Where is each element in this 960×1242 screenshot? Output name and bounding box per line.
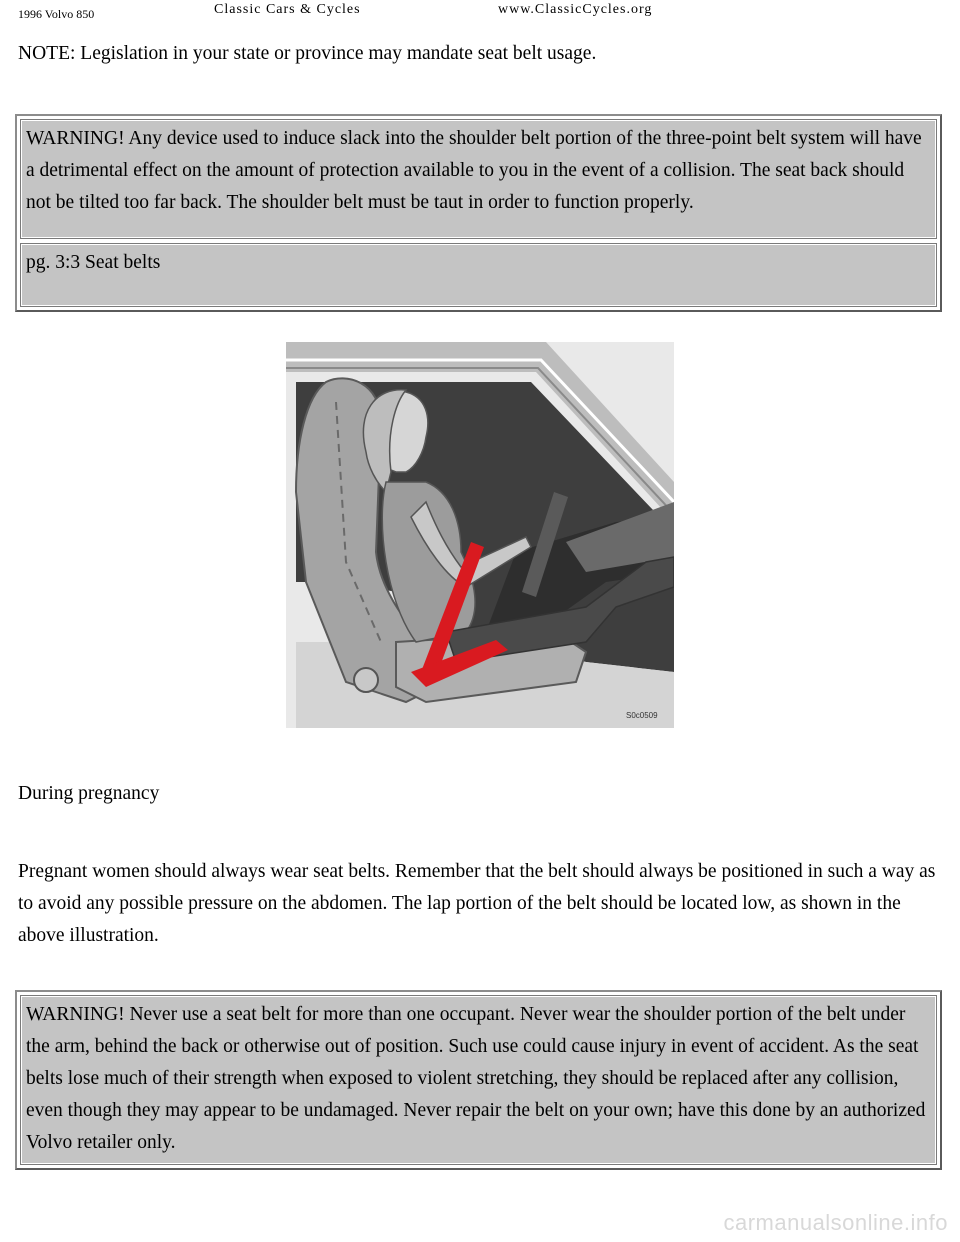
page-reference: pg. 3:3 Seat belts <box>21 244 936 306</box>
figure-code: S0c0509 <box>626 711 658 720</box>
warning-occupant-text: WARNING! Never use a seat belt for more than one occupant. Never wear the shoulder portion of the belt under the arm, behind the back or otherwise out of position. Such use could cause injury in event of accident. As the seat belts lose much of their strength when exposed to violent stretching, they should be replaced after any collision, even though they may appear to be undamaged. Never repair the belt on your own; have this done by an authorized Volvo retailer only. <box>21 996 936 1164</box>
website-label: www.ClassicCycles.org <box>498 2 653 17</box>
warning-slack-text: WARNING! Any device used to induce slack into the shoulder belt portion of the three-point belt system will have a detrimental effect on the amount of protection available to you in the event of a collision. The seat back should not be tilted too far back. The shoulder belt must be taut in order to function properly. <box>21 120 936 238</box>
legislation-note: NOTE: Legislation in your state or province may mandate seat belt usage. <box>18 43 597 64</box>
warning-box-slack <box>15 114 942 312</box>
illustration-svg <box>286 342 674 728</box>
brand-label: Classic Cars & Cycles <box>214 2 361 17</box>
site-watermark: carmanualsonline.info <box>723 1210 948 1235</box>
pregnancy-body-text: Pregnant women should always wear seat belts. Remember that the belt should always be positioned in such a way as to avoid any possible pressure on the abdomen. The lap portion of the belt should be located low, as shown in the above illustration. <box>18 861 936 946</box>
vehicle-model-label: 1996 Volvo 850 <box>18 7 95 21</box>
section-title: During pregnancy <box>18 783 160 804</box>
pregnant-seatbelt-illustration <box>286 342 674 728</box>
warning-box-occupant <box>15 990 942 1170</box>
page-header <box>0 0 960 24</box>
